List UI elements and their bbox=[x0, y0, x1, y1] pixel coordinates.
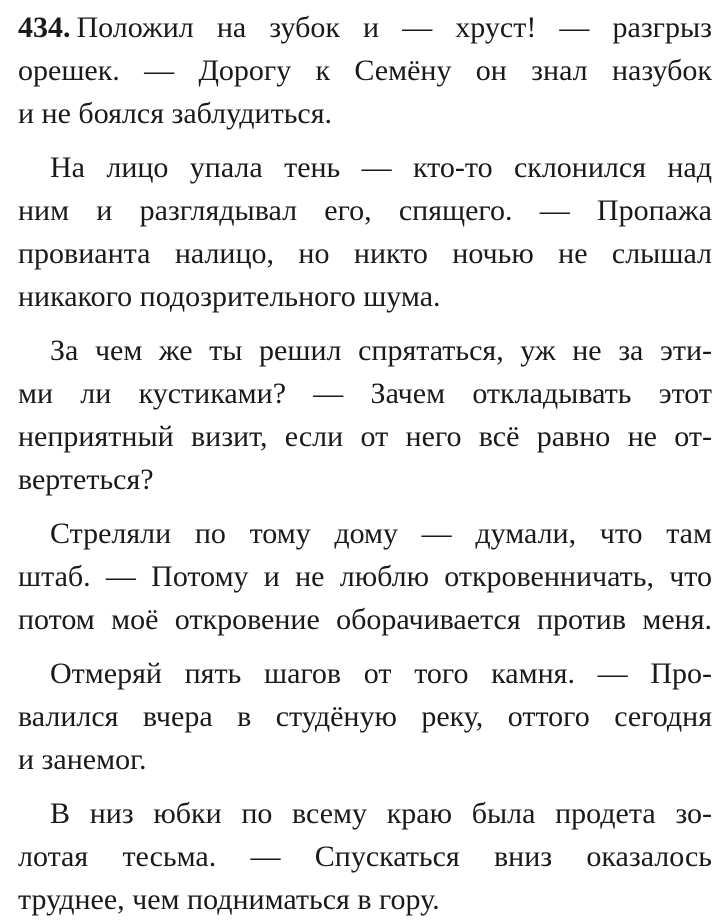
text-line: штаб. — Потому и не люблю откровенничать, что bbox=[18, 560, 712, 593]
line-text: Положил на зубок и — хруст! — разгрыз bbox=[76, 11, 712, 44]
text-line: орешек. — Дорогу к Семёну он знал назубок bbox=[18, 54, 712, 87]
text-line: потом моё откровение оборачивается против меня. bbox=[18, 603, 712, 636]
text-line: и занемог. bbox=[18, 743, 147, 776]
text-line: Отмеряй пять шагов от того камня. — Про- bbox=[50, 657, 712, 690]
text-line: вертеться? bbox=[18, 463, 154, 496]
text-line: В низ юбки по всему краю была продета зо- bbox=[50, 797, 712, 830]
text-line: провианта налицо, но никто ночью не слышал bbox=[18, 237, 712, 270]
text-line: На лицо упала тень — кто-то склонился над bbox=[50, 151, 712, 184]
paragraph-3 bbox=[18, 329, 712, 501]
text-line: труднее, чем подниматься в гору. bbox=[18, 883, 440, 916]
text-line: ми ли кустиками? — Зачем откладывать этот bbox=[18, 377, 712, 410]
text-line: и не боялся заблудиться. bbox=[18, 97, 332, 130]
text-line: никакого подозрительного шума. bbox=[18, 280, 441, 313]
paragraph-4 bbox=[18, 512, 712, 641]
text-line bbox=[18, 6, 712, 49]
exercise-number: 434. bbox=[18, 11, 71, 44]
paragraph-1 bbox=[18, 6, 712, 135]
text-line: лотая тесьма. — Спускаться вниз оказалось bbox=[18, 840, 712, 873]
paragraph-6 bbox=[18, 792, 712, 921]
text-line: валился вчера в студёную реку, оттого сегодня bbox=[18, 700, 712, 733]
paragraph-2 bbox=[18, 146, 712, 318]
text-line: неприятный визит, если от него всё равно не от- bbox=[18, 420, 712, 453]
paragraph-5 bbox=[18, 652, 712, 781]
text-line: Стреляли по тому дому — думали, что там bbox=[50, 517, 712, 550]
text-line: ним и разглядывал его, спящего. — Пропажа bbox=[18, 194, 712, 227]
text-line: За чем же ты решил спрятаться, уж не за эти- bbox=[50, 334, 712, 367]
